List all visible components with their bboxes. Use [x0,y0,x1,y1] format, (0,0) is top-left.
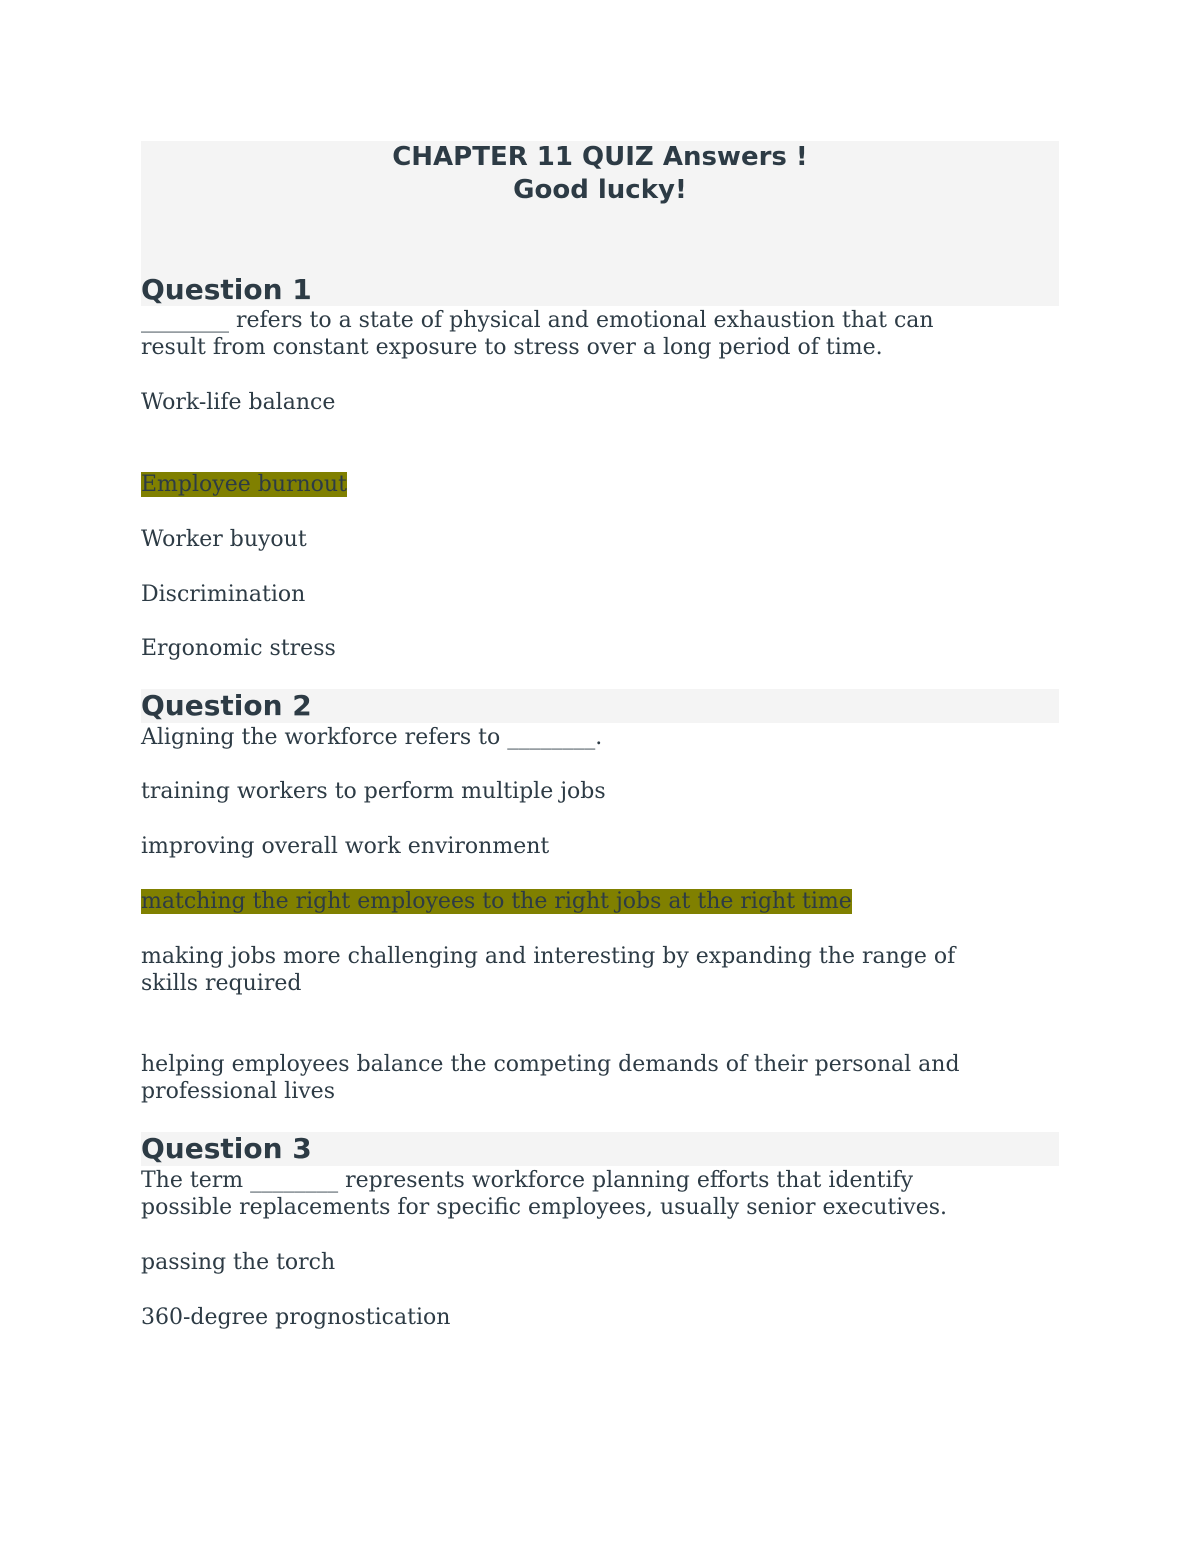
page-title: CHAPTER 11 QUIZ Answers ! [392,142,808,172]
question-3-prompt-line-1: The term ________ represents workforce planning efforts that identify [141,1168,914,1193]
question-1-option-4: Discrimination [141,582,306,607]
question-2-option-4-line-1: making jobs more challenging and interesting by expanding the range of [141,944,956,969]
question-2-prompt: Aligning the workforce refers to ________. [141,725,603,750]
question-2-option-1: training workers to perform multiple jobs [141,779,606,804]
question-2-option-4-line-2: skills required [141,971,302,996]
answer-highlight: Employee burnout [141,472,347,497]
question-1-option-3: Worker buyout [141,527,307,552]
answer-highlight: matching the right employees to the right jobs at the right time [141,889,852,914]
question-3-option-2: 360-degree prognostication [141,1305,451,1330]
question-3-prompt-line-2: possible replacements for specific employees, usually senior executives. [141,1195,948,1220]
question-1-prompt-line-2: result from constant exposure to stress over a long period of time. [141,335,883,360]
question-2-option-3-answer [141,888,1046,915]
question-1-option-1: Work-life balance [141,390,336,415]
question-2-option-5-line-1: helping employees balance the competing demands of their personal and [141,1052,960,1077]
question-3-heading: Question 3 [141,1132,312,1165]
question-1-heading: Question 1 [141,273,312,306]
question-2-heading: Question 2 [141,689,312,722]
question-2-option-2: improving overall work environment [141,834,550,859]
question-1-prompt-line-1: ________ refers to a state of physical and emotional exhaustion that can [141,308,934,333]
question-1-option-2-answer [141,471,1046,498]
question-3-option-1: passing the torch [141,1250,336,1275]
question-2-option-5-line-2: professional lives [141,1079,335,1104]
question-1-option-5: Ergonomic stress [141,636,336,661]
page-subtitle: Good lucky! [513,175,687,205]
